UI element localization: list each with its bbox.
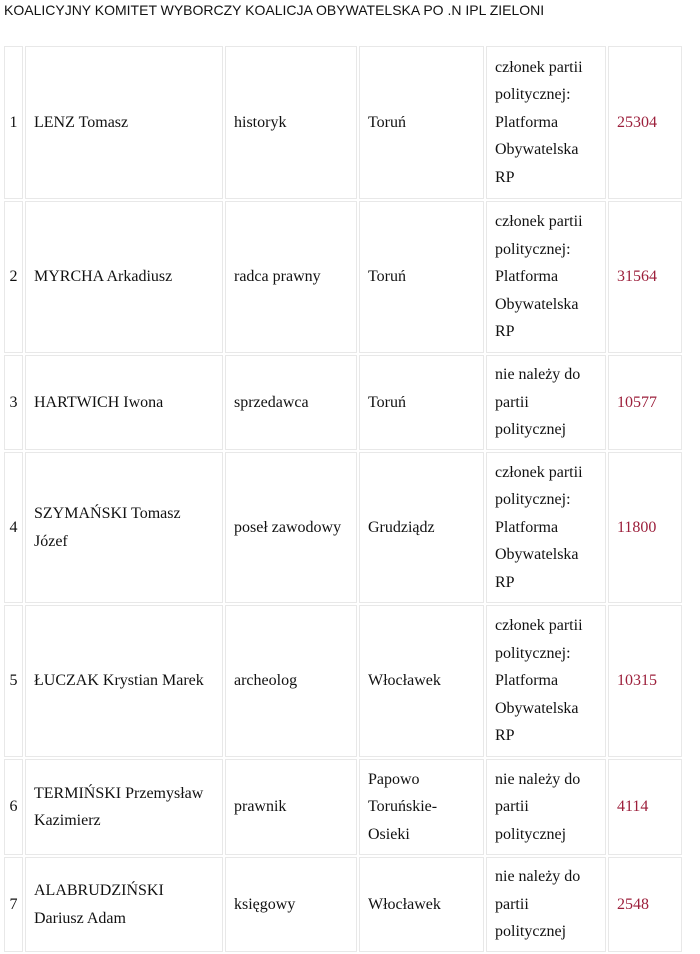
candidate-profession: archeolog: [225, 605, 357, 757]
table-row: [4, 355, 682, 450]
candidate-votes: 25304: [608, 46, 682, 199]
candidate-city: Włocławek: [359, 857, 484, 952]
candidate-number: 2: [4, 201, 23, 353]
table-row: [4, 201, 682, 353]
candidate-profession: prawnik: [225, 759, 357, 855]
candidate-affiliation: nie należy do partii politycznej: [486, 857, 606, 952]
candidate-votes: 31564: [608, 201, 682, 353]
candidate-profession: sprzedawca: [225, 355, 357, 450]
candidate-profession: radca prawny: [225, 201, 357, 353]
candidate-affiliation: członek partii politycznej: Platforma Obywatelska RP: [486, 46, 606, 199]
candidate-profession: księgowy: [225, 857, 357, 952]
committee-title: KOALICYJNY KOMITET WYBORCZY KOALICJA OBYWATELSKA PO .N IPL ZIELONI: [4, 2, 545, 18]
candidate-name: HARTWICH Iwona: [25, 355, 223, 450]
candidate-city: Papowo Toruńskie-Osieki: [359, 759, 484, 855]
candidate-affiliation: członek partii politycznej: Platforma Obywatelska RP: [486, 201, 606, 353]
candidate-affiliation: nie należy do partii politycznej: [486, 759, 606, 855]
table-row: [4, 452, 682, 603]
candidate-table: [2, 44, 684, 954]
candidate-votes: 10315: [608, 605, 682, 757]
candidate-name: LENZ Tomasz: [25, 46, 223, 199]
candidate-votes: 4114: [608, 759, 682, 855]
table-row: [4, 857, 682, 952]
candidate-number: 4: [4, 452, 23, 603]
candidate-city: Włocławek: [359, 605, 484, 757]
table-row: [4, 759, 682, 855]
candidate-name: TERMIŃSKI Przemysław Kazimierz: [25, 759, 223, 855]
candidate-number: 5: [4, 605, 23, 757]
candidate-affiliation: członek partii politycznej: Platforma Obywatelska RP: [486, 452, 606, 603]
candidate-name: ALABRUDZIŃSKI Dariusz Adam: [25, 857, 223, 952]
candidate-profession: poseł zawodowy: [225, 452, 357, 603]
candidate-votes: 11800: [608, 452, 682, 603]
candidate-number: 6: [4, 759, 23, 855]
candidate-number: 7: [4, 857, 23, 952]
candidate-city: Toruń: [359, 46, 484, 199]
candidate-city: Toruń: [359, 201, 484, 353]
candidate-affiliation: nie należy do partii politycznej: [486, 355, 606, 450]
table-row: [4, 605, 682, 757]
table-row: [4, 46, 682, 199]
candidate-name: MYRCHA Arkadiusz: [25, 201, 223, 353]
candidate-affiliation: członek partii politycznej: Platforma Obywatelska RP: [486, 605, 606, 757]
candidate-votes: 10577: [608, 355, 682, 450]
candidate-number: 1: [4, 46, 23, 199]
candidate-number: 3: [4, 355, 23, 450]
candidate-profession: historyk: [225, 46, 357, 199]
candidate-city: Grudziądz: [359, 452, 484, 603]
candidate-votes: 2548: [608, 857, 682, 952]
candidate-city: Toruń: [359, 355, 484, 450]
candidate-name: ŁUCZAK Krystian Marek: [25, 605, 223, 757]
candidate-name: SZYMAŃSKI Tomasz Józef: [25, 452, 223, 603]
